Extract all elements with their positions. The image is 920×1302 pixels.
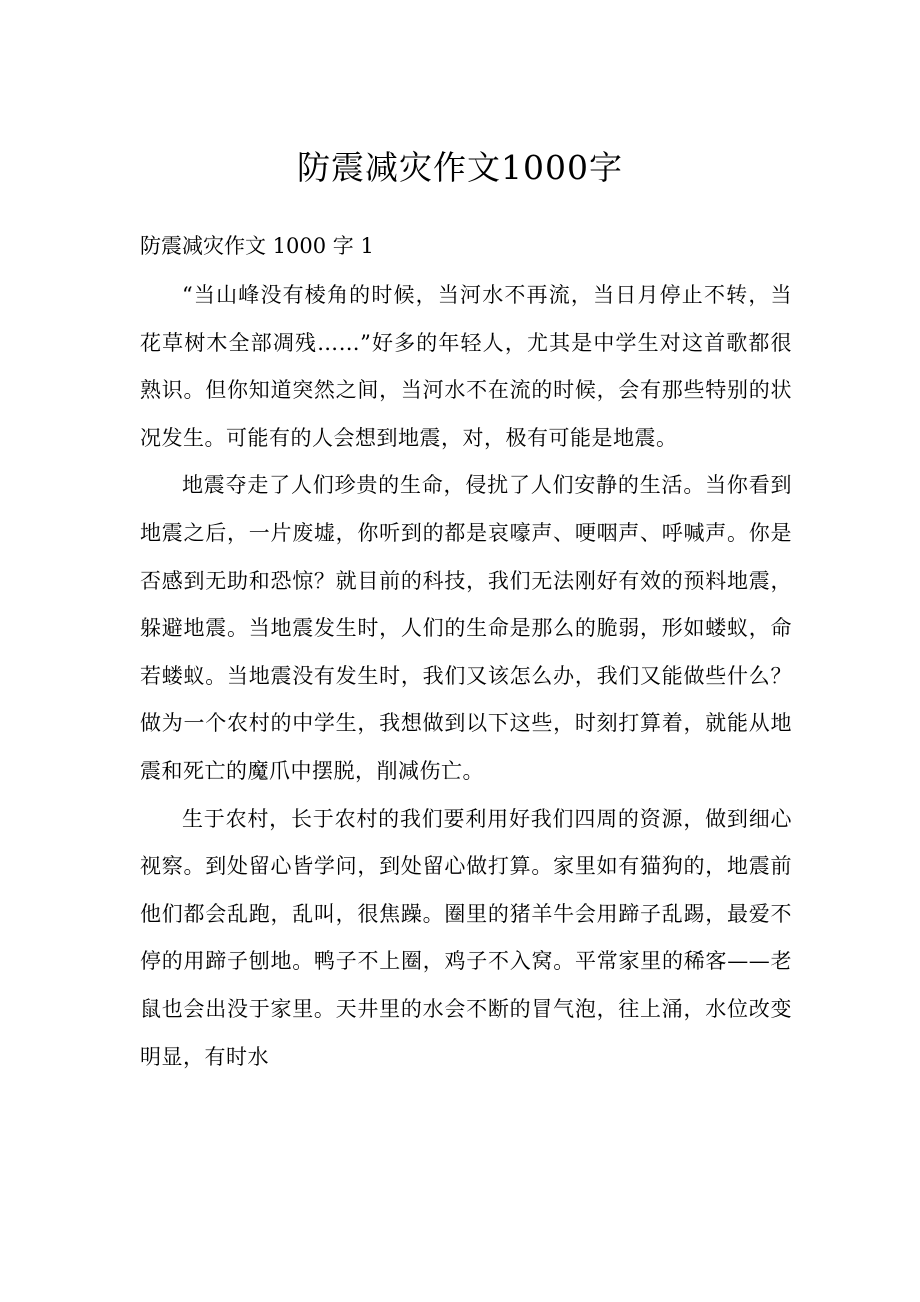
paragraph-3: 生于农村，长于农村的我们要利用好我们四周的资源，做到细心视察。到处留心皆学问，到处留心做打算。家里如有猫狗的，地震前他们都会乱跑，乱叫，很焦躁。圈里的猪羊牛会用蹄子乱踢，最爱不停的用蹄子刨地。鸭子不上圈，鸡子不入窝。平常家里的稀客——老鼠也会出没于家里。天井里的水会不断的冒气泡，往上涌，水位改变明显，有时水	[140, 806, 792, 1069]
section-heading: 防震减灾作文 1000 字 1	[140, 234, 374, 258]
document-title: 防震减灾作文1000字	[297, 148, 623, 187]
paragraph-1: “当山峰没有棱角的时候，当河水不再流，当日月停止不转，当花草树木全部凋残……”好多的年轻人，尤其是中学生对这首歌都很熟识。但你知道突然之间，当河水不在流的时候，会有那些特别的状况发生。可能有的人会想到地震，对，极有可能是地震。	[140, 283, 792, 450]
paragraph-2: 地震夺走了人们珍贵的生命，侵扰了人们安静的生活。当你看到地震之后，一片废墟，你听到的都是哀嚎声、哽咽声、呼喊声。你是否感到无助和恐惊？就目前的科技，我们无法刚好有效的预料地震，躲避地震。当地震发生时，人们的生命是那么的脆弱，形如蝼蚁，命若蝼蚁。当地震没有发生时，我们又该怎么办，我们又能做些什么？做为一个农村的中学生，我想做到以下这些，时刻打算着，就能从地震和死亡的魔爪中摆脱，削减伤亡。	[140, 473, 792, 783]
article-body	[140, 272, 792, 1081]
